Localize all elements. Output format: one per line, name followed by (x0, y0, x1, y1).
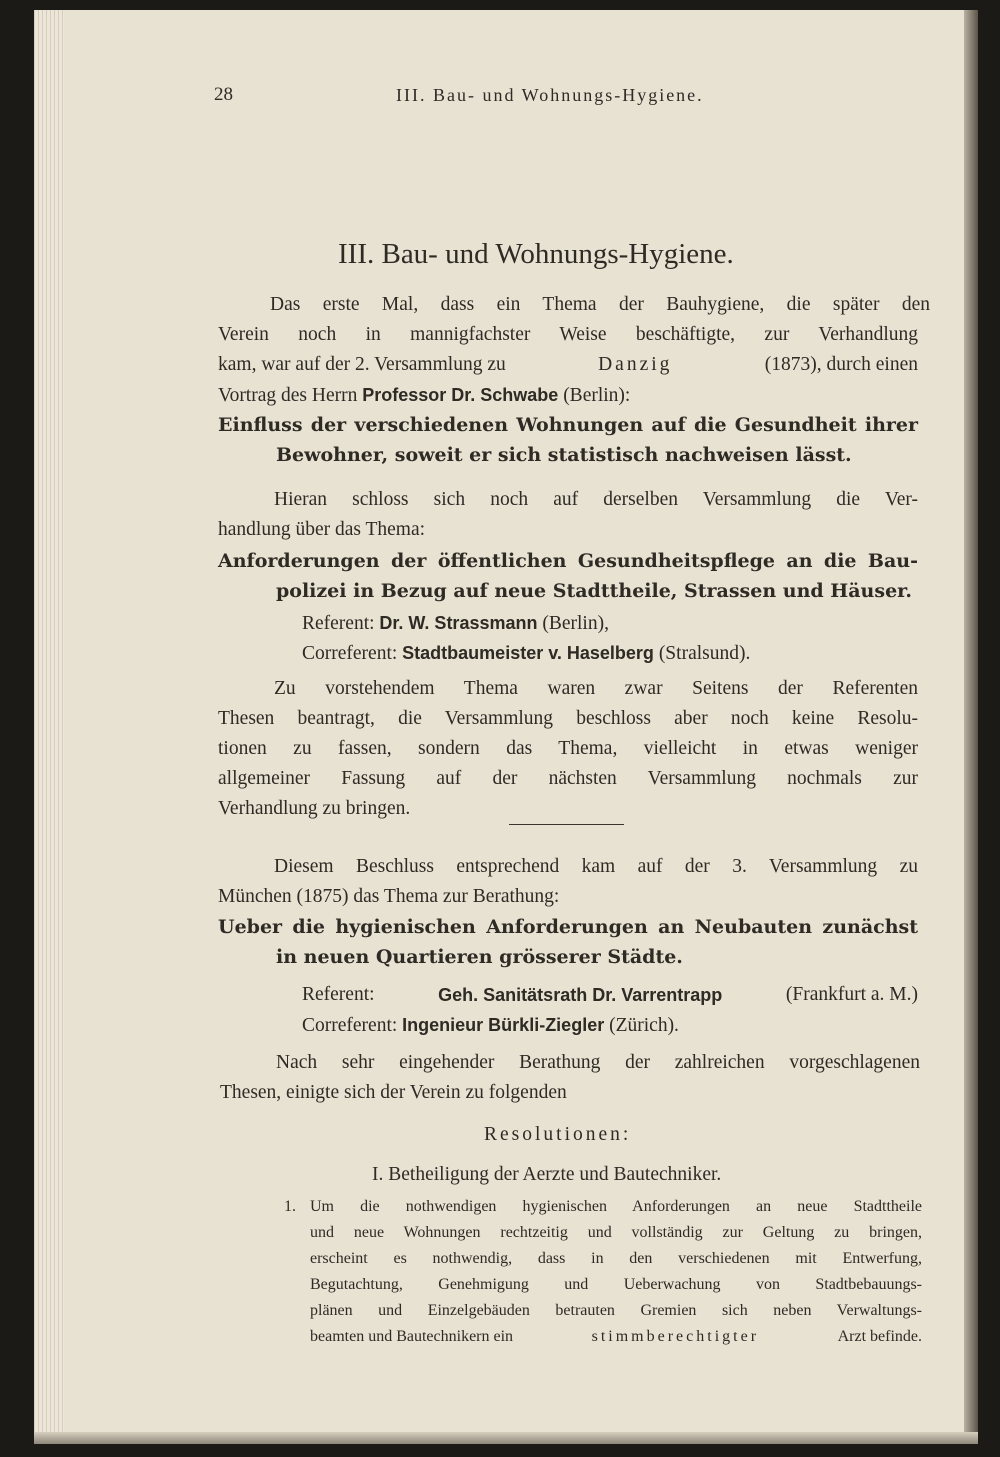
para2-line-1: Hieran schloss sich noch auf derselben Versammlung die Ver- (274, 489, 918, 510)
speaker-name: Professor Dr. Schwabe (362, 385, 559, 405)
para4-line-2: München (1875) das Thema zur Berathung: (218, 886, 560, 907)
correferent-1: Correferent: Stadtbaumeister v. Haselberg (Stralsund). (302, 643, 751, 664)
running-title: III. Bau- und Wohnungs-Hygiene. (396, 85, 704, 105)
para3-line-3: tionen zu fassen, sondern das Thema, vielleicht in etwas weniger (218, 738, 918, 759)
item-1-line-1: Um die nothwendigen hygienischen Anforderungen an neue Stadttheile (310, 1198, 922, 1215)
intro-line-3: kam, war auf der 2. Versammlung zu Danzig (1873), durch einen (218, 350, 918, 380)
para5-line-2: Thesen, einigte sich der Verein zu folgenden (220, 1082, 567, 1103)
item-1-line-3: erscheint es nothwendig, dass in den verschiedenen mit Entwerfung, (310, 1250, 922, 1267)
referent-2: Referent: Geh. Sanitätsrath Dr. Varrentrapp (Frankfurt a. M.) (302, 984, 918, 1005)
para3-line-2: Thesen beantragt, die Versammlung beschloss aber noch keine Resolu- (218, 708, 918, 729)
topic-1-line-2: Bewohner, soweit er sich statistisch nachweisen lässt. (276, 444, 852, 466)
subsection-heading: I. Betheiligung der Aerzte und Bautechniker. (372, 1164, 722, 1185)
section-divider (509, 824, 624, 825)
book-page (34, 10, 978, 1444)
intro-line-2: Verein noch in mannigfachster Weise beschäftigte, zur Verhandlung (218, 324, 918, 345)
item-1-line-4: Begutachtung, Genehmigung und Ueberwachung von Stadtbebauungs- (310, 1276, 922, 1293)
referent-1: Referent: Dr. W. Strassmann (Berlin), (302, 613, 609, 634)
para3-line-4: allgemeiner Fassung auf der nächsten Versammlung nochmals zur (218, 768, 918, 789)
intro-line-1: Das erste Mal, dass ein Thema der Bauhygiene, die später den (270, 294, 930, 315)
para3-line-5: Verhandlung zu bringen. (218, 798, 411, 819)
topic-2-line-1: Anforderungen der öffentlichen Gesundheitspflege an die Bau- (218, 550, 918, 572)
para2-line-2: handlung über das Thema: (218, 519, 426, 540)
topic-1-line-1: Einfluss der verschiedenen Wohnungen auf die Gesundheit ihrer (218, 414, 918, 436)
page-stack-edge (34, 10, 64, 1444)
binding-shadow (964, 10, 978, 1444)
topic-2-line-2: polizei in Bezug auf neue Stadttheile, Strassen und Häuser. (276, 580, 913, 602)
item-1-number: 1. (284, 1198, 296, 1215)
topic-3-line-1: Ueber die hygienischen Anforderungen an Neubauten zunächst (218, 916, 918, 938)
resolutions-heading: Resolutionen: (484, 1124, 632, 1145)
para3-line-1: Zu vorstehendem Thema waren zwar Seitens der Referenten (274, 678, 918, 699)
item-1-line-6: beamten und Bautechnikern ein stimmberechtigter Arzt befinde. (310, 1328, 922, 1345)
section-title: III. Bau- und Wohnungs-Hygiene. (338, 238, 734, 270)
correferent-2: Correferent: Ingenieur Bürkli-Ziegler (Zürich). (302, 1015, 679, 1036)
item-1-line-2: und neue Wohnungen rechtzeitig und vollständig zur Geltung zu bringen, (310, 1224, 922, 1241)
para4-line-1: Diesem Beschluss entsprechend kam auf der 3. Versammlung zu (274, 856, 918, 877)
city-danzig: Danzig (598, 354, 673, 375)
page-bottom-edge (34, 1432, 978, 1444)
para5-line-1: Nach sehr eingehender Berathung der zahlreichen vorgeschlagenen (276, 1052, 920, 1073)
topic-3-line-2: in neuen Quartieren grösserer Städte. (276, 946, 683, 968)
intro-line-4: Vortrag des Herrn Professor Dr. Schwabe (Berlin): (218, 385, 631, 406)
page-number: 28 (214, 84, 233, 105)
item-1-line-5: plänen und Einzelgebäuden betrauten Gremien sich neben Verwaltungs- (310, 1302, 922, 1319)
